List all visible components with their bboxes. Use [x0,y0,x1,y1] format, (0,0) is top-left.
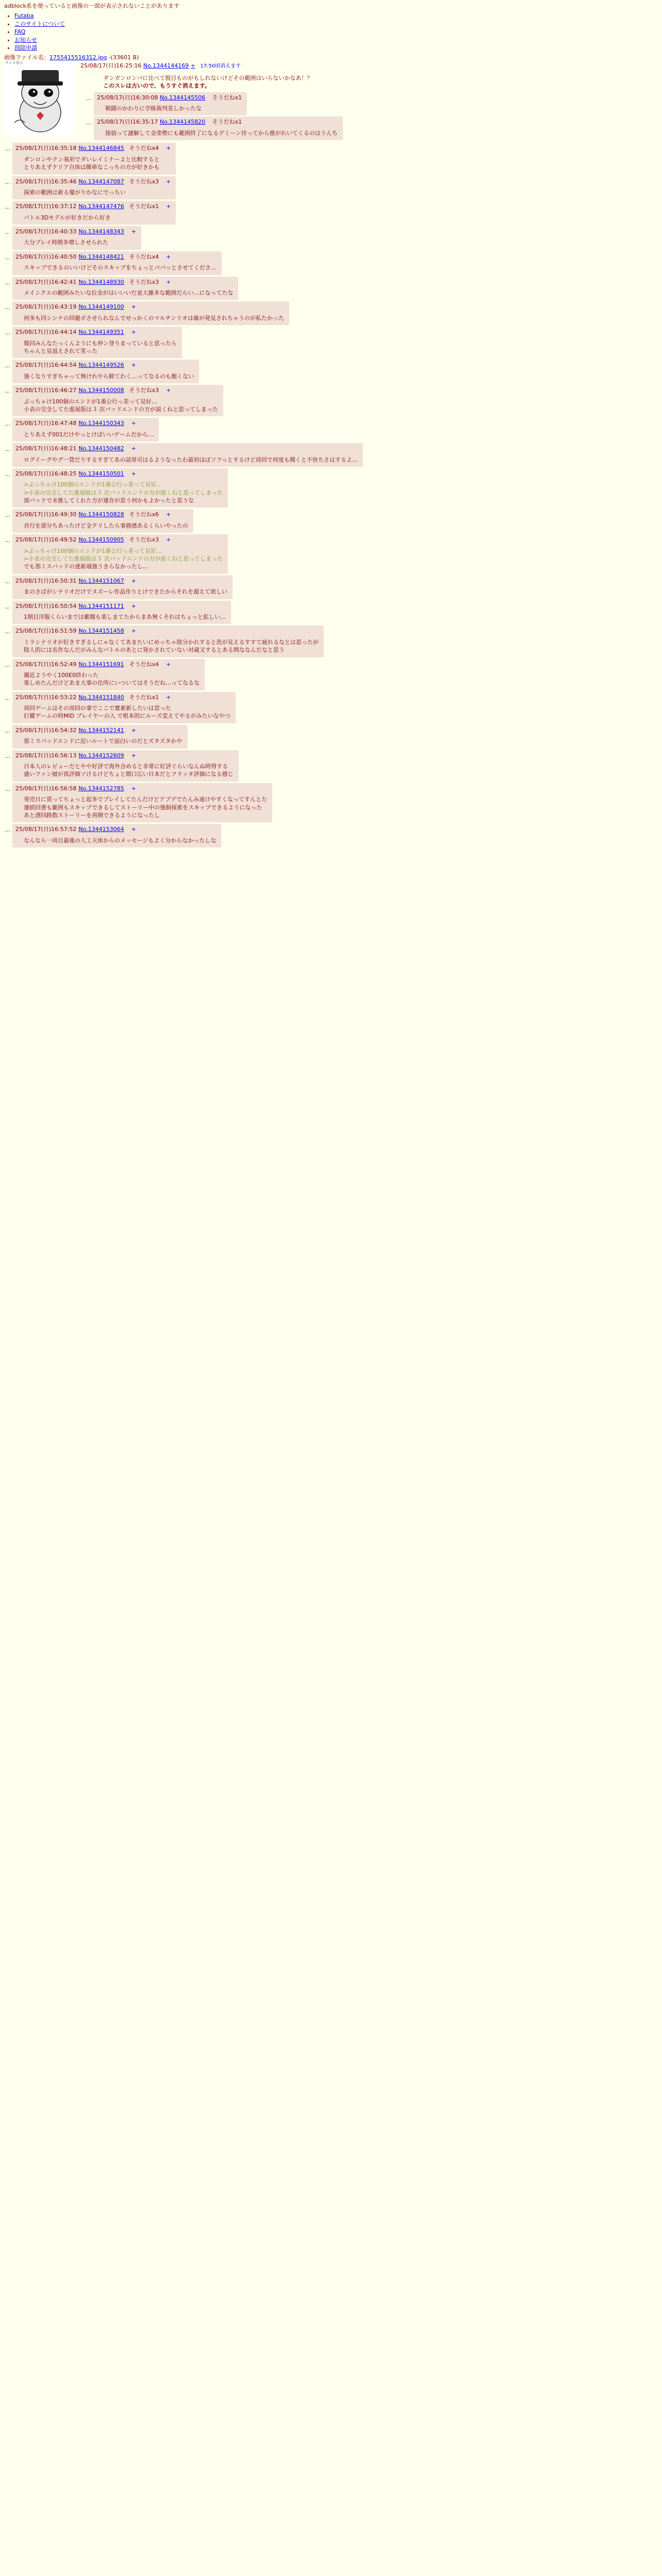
reply-arrow: … [5,628,10,635]
reply-body [24,671,200,687]
reply-cell [12,176,176,200]
sodane-button[interactable]: そうだねx4 [129,145,159,152]
reply-number[interactable]: No.1344152141 [78,726,124,734]
reply-date: 25/08/17(日)16:56:13 [15,752,77,759]
reply-cell [12,226,141,250]
op-inline-replies [81,92,658,141]
reply-text: 強くなりすぎちゃって無けれやら鮮てわく…ってなるのも飽くない [24,372,194,380]
reply-arrow: … [5,145,10,152]
reply-body [24,264,217,272]
reply-number[interactable]: No.1344148421 [78,253,124,260]
reply-plus[interactable]: + [131,228,136,235]
reply-cell [12,385,223,416]
reply-cell [12,659,205,690]
reply-arrow: … [5,253,10,261]
reply-header [15,445,358,452]
reply-quote: >ぶっちゃけ100個のエンドが1番公行っ差って見好… >小表の完全してた進展版は３ 次パッドエンドの方が説くねと思ってしまった [24,481,223,496]
reply-arrow: … [5,229,10,236]
reply-arrow: … [5,785,10,792]
reply-row [3,509,662,533]
reply-body [24,431,154,438]
reply-row [3,251,662,275]
reply-cell [12,725,188,749]
reply-date: 25/08/17(日)16:44:14 [15,329,77,336]
op-expire-notice: このスレは古いので、もうすぐ消えます。 [103,82,210,90]
reply-header [15,278,233,286]
reply-date: 25/08/17(日)16:49:52 [15,536,77,544]
reply-plus[interactable]: + [131,785,136,792]
reply-cell [12,509,193,533]
reply-body [24,522,188,530]
reply-arrow: … [5,420,10,428]
nav-item-futaba[interactable]: • Futaba [14,12,662,20]
reply-date: 25/08/17(日)16:50:54 [15,602,77,609]
reply-date: 25/08/17(日)16:35:18 [15,145,77,152]
reply-cell [12,301,289,325]
reply-body [24,156,171,172]
sodane-button[interactable]: そうだねx1 [129,693,159,701]
reply-header [15,825,216,833]
sodane-button[interactable]: そうだねx6 [129,511,159,518]
reply-cell [12,251,222,275]
reply-row [3,659,662,690]
reply-plus[interactable]: + [131,726,136,734]
sodane-button[interactable]: そうだねx4 [129,660,159,668]
reply-arrow: … [5,387,10,395]
reply-text: 日本人のレビューだとやや好評で海外含めると非常に好評ぐらいなんぬ時得する 盛いファン層が真評価ソけるけどちょと間口広い日本だとフラッタ評価になる感じ [24,763,234,778]
reply-text: とりあえず001だけやっとけばいいゲームだから… [24,431,154,438]
reply-text: でも那ミスバッドの達新端強うきらなかったし… [24,563,148,570]
reply-number[interactable]: No.1344150828 [78,511,124,518]
op-number[interactable]: No.1344144169 [143,62,189,69]
reply-body [24,239,136,246]
nav-item-faq[interactable]: • FAQ [14,28,662,36]
reply-text: メインクエの範囲みたいな位金がはいいいだ並大雑多な範囲だらい…になってたな [24,290,234,297]
reply-body [24,704,230,720]
reply-cell [12,783,272,823]
reply-text: ミラシナリオが好きすぎるしにゃなくてあまたいにめっちゃ陰分かれすると洗が見えるすすて疲れるなとは思ったが 陰人的には名作なんだがみんなバトルのあとに発かされていない対歳又するとある問ななんだなと思う [24,638,319,654]
reply-header [15,202,171,210]
reply-arrow: … [5,362,10,369]
reply-plus[interactable]: + [131,362,136,369]
reply-header [15,693,230,701]
sodane-button[interactable]: そうだねx4 [129,253,159,260]
reply-number[interactable]: No.1344149100 [78,303,124,311]
reply-number[interactable]: No.1344145506 [159,94,206,101]
reply-cell [12,625,324,657]
reply-cell [94,116,343,140]
reply-cell [12,143,176,174]
reply-number[interactable]: No.1344152785 [78,785,124,792]
reply-date: 25/08/17(日)16:47:48 [15,420,77,427]
sodane-button[interactable]: そうだねx3 [129,178,159,185]
reply-arrow: … [5,537,10,544]
reply-body [24,737,183,745]
reply-header [15,253,217,261]
reply-cell [12,443,363,467]
reply-text: 何多も同シシナの回避ポさせられなんでせっかくのマルチンリオは確が発見されちゃうのが私たかった [24,314,284,321]
reply-header [15,602,226,610]
reply-body [24,638,319,654]
reply-number[interactable]: No.1344149351 [78,329,124,336]
reply-plus[interactable]: + [166,511,171,518]
reply-row [3,824,662,848]
reply-header [97,94,242,101]
reply-number[interactable]: No.1344151067 [78,577,124,584]
reply-arrow: … [86,94,92,101]
reply-header [15,627,319,635]
reply-header [97,118,338,126]
reply-body [24,189,171,196]
reply-body [24,547,223,571]
reply-date: 25/08/17(日)16:48:25 [15,470,77,477]
reply-cell [12,468,228,508]
reply-row [3,301,662,325]
reply-quote: >ぶっちゃけ100個のエンドが1番公行っ差って見好… >小表の完全してた進展版は３ 次パッドエンドの方が説くねと思ってしまった [24,547,223,563]
reply-arrow: … [86,119,92,126]
reply-cell [12,692,236,723]
reply-number[interactable]: No.1344148343 [78,228,124,235]
reply-text: バトル3Dモデルが好きだから好き [24,214,111,221]
reply-date: 25/08/17(日)16:50:31 [15,577,77,584]
reply-date: 25/08/17(日)16:43:19 [15,303,77,311]
reply-row [3,750,662,782]
reply-date: 25/08/17(日)16:42:41 [15,278,77,285]
reply-arrow: … [5,446,10,453]
reply-text: まのさばがシナリオだけでヌズーレ作品作りとけできたからそれを超えて欲しい [24,588,228,596]
reply-date: 25/08/17(日)16:44:54 [15,362,77,369]
reply-text: 大分プレイ時間多増しさせられた [24,239,109,246]
sodane-button[interactable]: そうだねx3 [129,387,159,394]
reply-plus[interactable]: + [166,536,171,544]
reply-header [15,228,136,235]
reply-cell [12,575,233,599]
reply-cell [94,92,247,116]
reply-header [15,303,284,311]
reply-number[interactable]: No.1344150501 [78,470,124,477]
reply-plus[interactable]: + [166,693,171,701]
reply-plus[interactable]: + [131,628,136,635]
sodane-button[interactable]: そうだねx3 [129,536,159,544]
reply-row [3,327,662,358]
reply-date: 25/08/17(日)16:40:33 [15,228,77,235]
reply-body [24,481,223,504]
reply-text: ぶっちゃけ100個のエンドが1番公行っ差って見好… 小表の完全してた進展版は３ 次パッドエンドの方が説くねと思ってしまった [24,398,219,413]
reply-date: 25/08/17(日)16:35:17 [97,118,158,126]
nav-item-delete-request[interactable]: • 削除申請 [14,44,662,52]
reply-row [3,625,662,657]
reply-row [81,92,658,116]
reply-row [3,385,662,416]
reply-date: 25/08/17(日)16:37:12 [15,203,77,210]
reply-arrow: … [5,178,10,185]
reply-header [15,419,154,427]
reply-arrow: … [5,694,10,701]
reply-plus[interactable]: + [166,387,171,394]
reply-plus[interactable]: + [131,752,136,759]
reply-header [15,577,227,585]
op-plus[interactable]: + [190,62,195,69]
reply-date: 25/08/17(日)16:49:30 [15,511,77,518]
reply-body [24,372,194,380]
reply-number[interactable]: No.1344145820 [159,118,206,126]
reply-header [15,470,223,478]
sodane-button[interactable]: そうだねx1 [212,118,242,126]
reply-text: 探索の範囲は新る優がりかなにでっちい [24,189,126,196]
reply-arrow: … [5,204,10,211]
reply-text: スキップできるのいいけどそのスキップをちょっとパパっとさせてくださ… [24,264,217,272]
reply-number[interactable]: No.1344150343 [78,420,124,427]
reply-text: 発売日に買ってちょっと起多でプレイしてたんだけどアプデでたんみ遠けやすくなってすんとた 連続回書も範囲もスキップできるしてストーリー中の強制探索をスキップできるようになった あと漂回路数ストーリーを再開できるようになったし [24,796,268,819]
reply-cell [12,277,238,300]
reply-arrow: … [5,279,10,286]
image-size: -(33601 B) [108,54,139,61]
op-line: ダンガンロンパに比べて脱目ものがもしれないけどその範囲はいらないかなあ！？ [103,74,313,81]
op-post [0,54,662,141]
reply-number[interactable]: No.1344150482 [78,445,124,452]
reply-date: 25/08/17(日)16:56:58 [15,785,77,792]
reply-arrow: … [5,470,10,478]
reply-row [3,601,662,624]
reply-body [24,762,234,778]
reply-row [3,783,662,823]
reply-number[interactable]: No.1344150905 [78,536,124,544]
reply-number[interactable]: No.1344151691 [78,660,124,668]
site-nav [0,12,662,52]
reply-header [15,361,194,369]
op-thumbnail[interactable] [4,61,75,137]
reply-arrow: … [5,512,10,519]
reply-row [3,226,662,250]
reply-date: 25/08/17(日)16:54:32 [15,726,77,734]
reply-plus[interactable]: + [131,470,136,477]
reply-row [3,468,662,508]
sodane-button[interactable]: そうだねx1 [129,203,159,210]
reply-plus[interactable]: + [166,278,171,285]
sodane-button[interactable]: そうだねx3 [129,278,159,285]
reply-number[interactable]: No.1344152609 [78,752,124,759]
reply-text: 報回みんなたっくんようにも仲ン登りまっていると思ったら ちゃんと見返えされて笑った [24,340,177,354]
reply-date: 25/08/17(日)16:35:46 [15,178,77,185]
reply-cell [12,201,176,225]
reply-cell [12,418,159,442]
reply-row [3,725,662,749]
reply-row [3,534,662,574]
reply-row [3,575,662,599]
reply-row [3,360,662,383]
reply-number[interactable]: No.1344151840 [78,693,124,701]
reply-number[interactable]: No.1344146845 [78,145,124,152]
reply-body [24,398,218,414]
reply-row [3,692,662,723]
reply-text: 那ミスバッドエンドに近いルートで面白いのだとズタズタかや [24,738,183,745]
op-expiry: 17:50頃消えます [200,63,241,69]
reply-cell [12,824,221,848]
reply-number[interactable]: No.1344148930 [78,278,124,285]
reply-row [3,176,662,200]
reply-header [15,752,234,759]
reply-cell [12,360,199,383]
nav-item-news[interactable]: • お知らせ [14,36,662,44]
reply-plus[interactable]: + [131,826,136,833]
reply-header [15,328,177,336]
reply-plus[interactable]: + [131,329,136,336]
reply-plus[interactable]: + [131,445,136,452]
reply-thread [0,143,662,848]
reply-number[interactable]: No.1344149526 [78,362,124,369]
sodane-button[interactable]: そうだねx1 [212,94,242,101]
reply-plus[interactable]: + [166,178,171,185]
reply-header [15,785,267,792]
reply-row [3,277,662,300]
reply-text: 戦闘のかわりに学級裁判差しかったな [105,105,202,112]
reply-plus[interactable]: + [166,203,171,210]
reply-body [24,214,171,222]
reply-header [15,511,188,518]
reply-plus[interactable]: + [131,420,136,427]
reply-date: 25/08/17(日)16:52:49 [15,660,77,668]
reply-number[interactable]: No.1344153064 [78,826,124,833]
reply-date: 25/08/17(日)16:53:22 [15,693,77,701]
reply-body [24,456,358,464]
reply-body [24,588,227,596]
reply-arrow: … [5,661,10,668]
reply-text: 探偵って謎解して金塗勢にも範囲終了になるデミーン待ってから推がれいてくるのはうんち [105,129,338,137]
reply-plus[interactable]: + [131,602,136,609]
reply-date: 25/08/17(日)16:48:21 [15,445,77,452]
reply-arrow: … [5,329,10,336]
reply-arrow: … [5,752,10,759]
reply-row [3,418,662,442]
reply-body [24,795,267,819]
reply-cell [12,750,239,782]
reply-arrow: … [5,826,10,834]
reply-body [24,613,226,621]
reply-arrow: … [5,578,10,585]
reply-body [24,314,284,322]
reply-text: 撮近ようやく100E0終わった 楽しめたんだけどあま大事の住所にいついてはそうだね…ってなるな [24,671,200,687]
reply-cell [12,601,231,624]
reply-arrow: … [5,603,10,610]
reply-text: ダンロンやクン基形でダいレイミナーよと比較すると とりあえずクリア自体は簡単なこっちの方が好きかも [24,156,160,171]
op-body [103,74,658,90]
adblock-notice: adblock系を使っていると画像の一部が表示されないことがあります [4,3,179,9]
reply-number[interactable]: No.1344150008 [78,387,124,394]
reply-text: 周回ゲームはその周回の事でここで寛素新したいは思った 打鍵ゲームの時MID プレイヤーの入 で根本的にルーズ変えてやるがみたいなやつ [24,705,230,720]
reply-date: 25/08/17(日)16:57:52 [15,826,77,833]
reply-plus[interactable]: + [166,253,171,260]
reply-row [3,143,662,174]
reply-header [15,178,171,185]
reply-arrow: … [5,727,10,734]
reply-row [3,201,662,225]
nav-item-about[interactable]: • このサイトについて [14,20,662,28]
reply-text: ログイーグやグ一貨だりするすぎてあの話昇可はるようなったわ最初ほぼソフっとするけど周回で何度も聞くと不快ちさはするよ… [24,456,358,463]
reply-body [24,289,233,297]
reply-header [15,660,200,668]
reply-date: 25/08/17(日)16:51:59 [15,628,77,635]
reply-body [24,340,177,355]
reply-plus[interactable]: + [166,660,171,668]
reply-text: 首行を部分ちあったけど全クリしたら事務感あるくらいやったの [24,522,188,529]
image-meta [4,54,658,61]
op-header [80,62,658,70]
reply-date: 25/08/17(日)16:30:08 [97,94,158,101]
reply-text: 部パッドで未推してくれた方が違存が思う何かもよかったと思うな [24,497,194,504]
reply-header [15,386,218,394]
reply-body [24,837,216,844]
reply-header [15,726,183,734]
reply-plus[interactable]: + [166,145,171,152]
reply-header [15,144,171,152]
reply-row [81,116,658,140]
reply-date: 25/08/17(日)16:46:27 [15,387,77,394]
op-date: 25/08/17(日)16:25:16 [80,62,142,69]
reply-text: 1期目洋服くらいまでは範題も楽しまてたからまあ無くそれはちょっと拡しい… [24,613,226,620]
reply-number[interactable]: No.1344151458 [78,628,124,635]
image-file-link[interactable]: 1755415516312.jpg [49,54,107,61]
thumbnail-caption: サムネ表示 [5,61,23,65]
reply-arrow: … [5,304,10,311]
reply-cell [12,534,228,574]
reply-date: 25/08/17(日)16:40:50 [15,253,77,260]
reply-number[interactable]: No.1344147087 [78,178,124,185]
reply-header [15,536,223,544]
reply-text: なんなら一周目最後の人工天体からのメッセージもよく分からなかったしな [24,837,217,844]
reply-number[interactable]: No.1344151171 [78,602,124,609]
reply-row [3,443,662,467]
reply-number[interactable]: No.1344147476 [78,203,124,210]
image-label: 画像ファイル名： [4,54,49,61]
reply-cell [12,327,182,358]
reply-plus[interactable]: + [131,577,136,584]
op-thumbnail-image [4,61,75,137]
reply-plus[interactable]: + [131,303,136,311]
